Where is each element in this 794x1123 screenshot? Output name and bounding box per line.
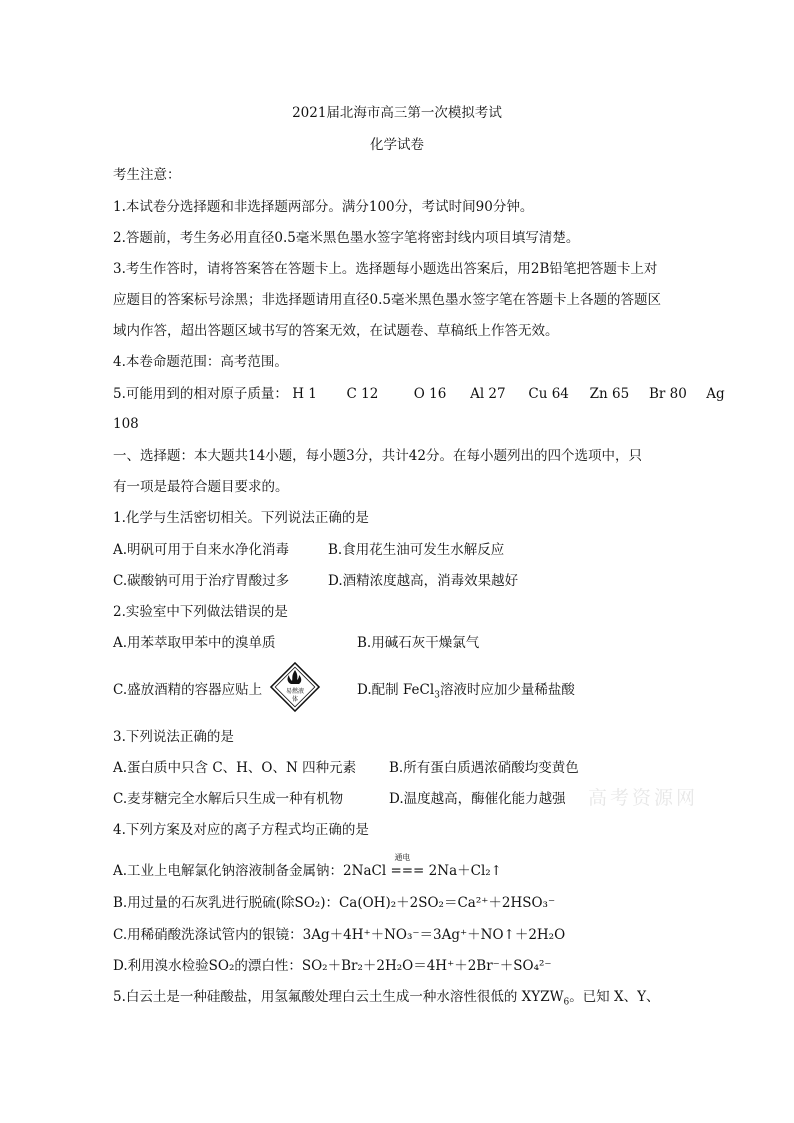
q4-option-a: A.工业上电解氯化钠溶液制备金属钠：2NaCl 通电 === 2Na＋Cl₂↑: [113, 853, 502, 879]
notice-item-5: [113, 385, 725, 403]
q3-option-d: D.温度越高，酶催化能力越强: [389, 791, 566, 807]
watermark: 高考资源网: [588, 787, 699, 809]
exam-title: 2021届北海市高三第一次模拟考试: [292, 105, 502, 121]
atomic-mass-o: O 16: [413, 386, 447, 402]
electrolysis-equal-sign: 通电 ===: [390, 853, 425, 879]
q4-stem: 4.下列方案及对应的离子方程式均正确的是: [113, 822, 369, 838]
q2-option-c: C.盛放酒精的容器应贴上: [113, 682, 263, 698]
q3-option-c: C.麦芽糖完全水解后只生成一种有机物: [113, 791, 344, 807]
section-heading-line2: 有一项是最符合题目要求的。: [113, 479, 289, 495]
notice-item-3b: 应题目的答案标号涂黑；非选择题请用直径0.5毫米黑色墨水签字笔在答题卡上各题的答题区: [113, 292, 661, 308]
notice-item-5-tail: 108: [113, 416, 139, 432]
notice-item-3c: 域内作答，超出答题区域书写的答案无效，在试题卷、草稿纸上作答无效。: [113, 323, 559, 339]
q1-option-c: C.碳酸钠可用于治疗胃酸过多: [113, 573, 290, 589]
notice-item-2: 2.答题前，考生务必用直径0.5毫米黑色墨水签字笔将密封线内项目填写清楚。: [113, 230, 580, 246]
atomic-mass-ag: Ag: [706, 386, 725, 402]
atomic-mass-br: Br 80: [648, 386, 687, 402]
q4-option-d: D.利用溴水检验SO₂的漂白性：SO₂＋Br₂＋2H₂O＝4H⁺＋2Br⁻＋SO₄²⁻: [113, 958, 552, 974]
q2-option-a: A.用苯萃取甲苯中的溴单质: [113, 635, 276, 651]
q3-option-b: B.所有蛋白质遇浓硝酸均变黄色: [389, 760, 579, 776]
atomic-mass-al: Al 27: [470, 386, 506, 402]
q1-option-b: B.食用花生油可发生水解反应: [328, 542, 505, 558]
atomic-mass-c: C 12: [346, 386, 379, 402]
q2-option-d: D.配制 FeCl$_3$溶液时应加少量稀盐酸: [357, 682, 575, 701]
notice-item-4: 4.本卷命题范围：高考范围。: [113, 354, 288, 370]
atomic-mass-h: H 1: [292, 386, 317, 402]
q2-stem: 2.实验室中下列做法错误的是: [113, 604, 288, 620]
notice-heading: 考生注意：: [113, 167, 181, 183]
q5-stem: 5.白云土是一种硅酸盐，用氢氟酸处理白云土生成一种水溶性很低的 $XYZW_6$。已知 X、Y、: [113, 989, 660, 1008]
section-heading-line1: 一、选择题：本大题共14小题，每小题3分，共计42分。在每小题列出的四个选项中，只: [113, 448, 642, 464]
hazard-label-text: 易燃液: [285, 689, 305, 695]
q4-option-b: B.用过量的石灰乳进行脱硫(除SO₂)：Ca(OH)₂＋2SO₂＝Ca²⁺＋2HSO₃⁻: [113, 895, 556, 911]
hazard-label-text-2: 体: [291, 697, 299, 703]
q4-option-c: C.用稀硝酸洗涤试管内的银镜：3Ag＋4H⁺＋NO₃⁻＝3Ag⁺＋NO↑＋2H₂O: [113, 927, 566, 943]
q2-option-b: B.用碱石灰干燥氯气: [357, 635, 480, 651]
atomic-mass-zn: Zn 65: [589, 386, 630, 402]
notice-item-3a: 3.考生作答时，请将答案答在答题卡上。选择题每小题选出答案后，用2B铅笔把答题卡上对: [113, 261, 658, 277]
q1-stem: 1.化学与生活密切相关。下列说法正确的是: [113, 510, 369, 526]
q1-option-d: D.酒精浓度越高，消毒效果越好: [328, 573, 519, 589]
q3-stem: 3.下列说法正确的是: [113, 729, 234, 745]
atomic-mass-cu: Cu 64: [528, 386, 569, 402]
flammable-liquid-label-icon: [268, 660, 322, 714]
atomic-mass-prefix: 5.可能用到的相对原子质量：: [113, 386, 288, 402]
exam-subtitle: 化学试卷: [370, 137, 424, 153]
q3-option-a: A.蛋白质中只含 C、H、O、N 四种元素: [113, 760, 357, 776]
q1-option-a: A.明矾可用于自来水净化消毒: [113, 542, 290, 558]
notice-item-1: 1.本试卷分选择题和非选择题两部分。满分100分，考试时间90分钟。: [113, 199, 534, 215]
